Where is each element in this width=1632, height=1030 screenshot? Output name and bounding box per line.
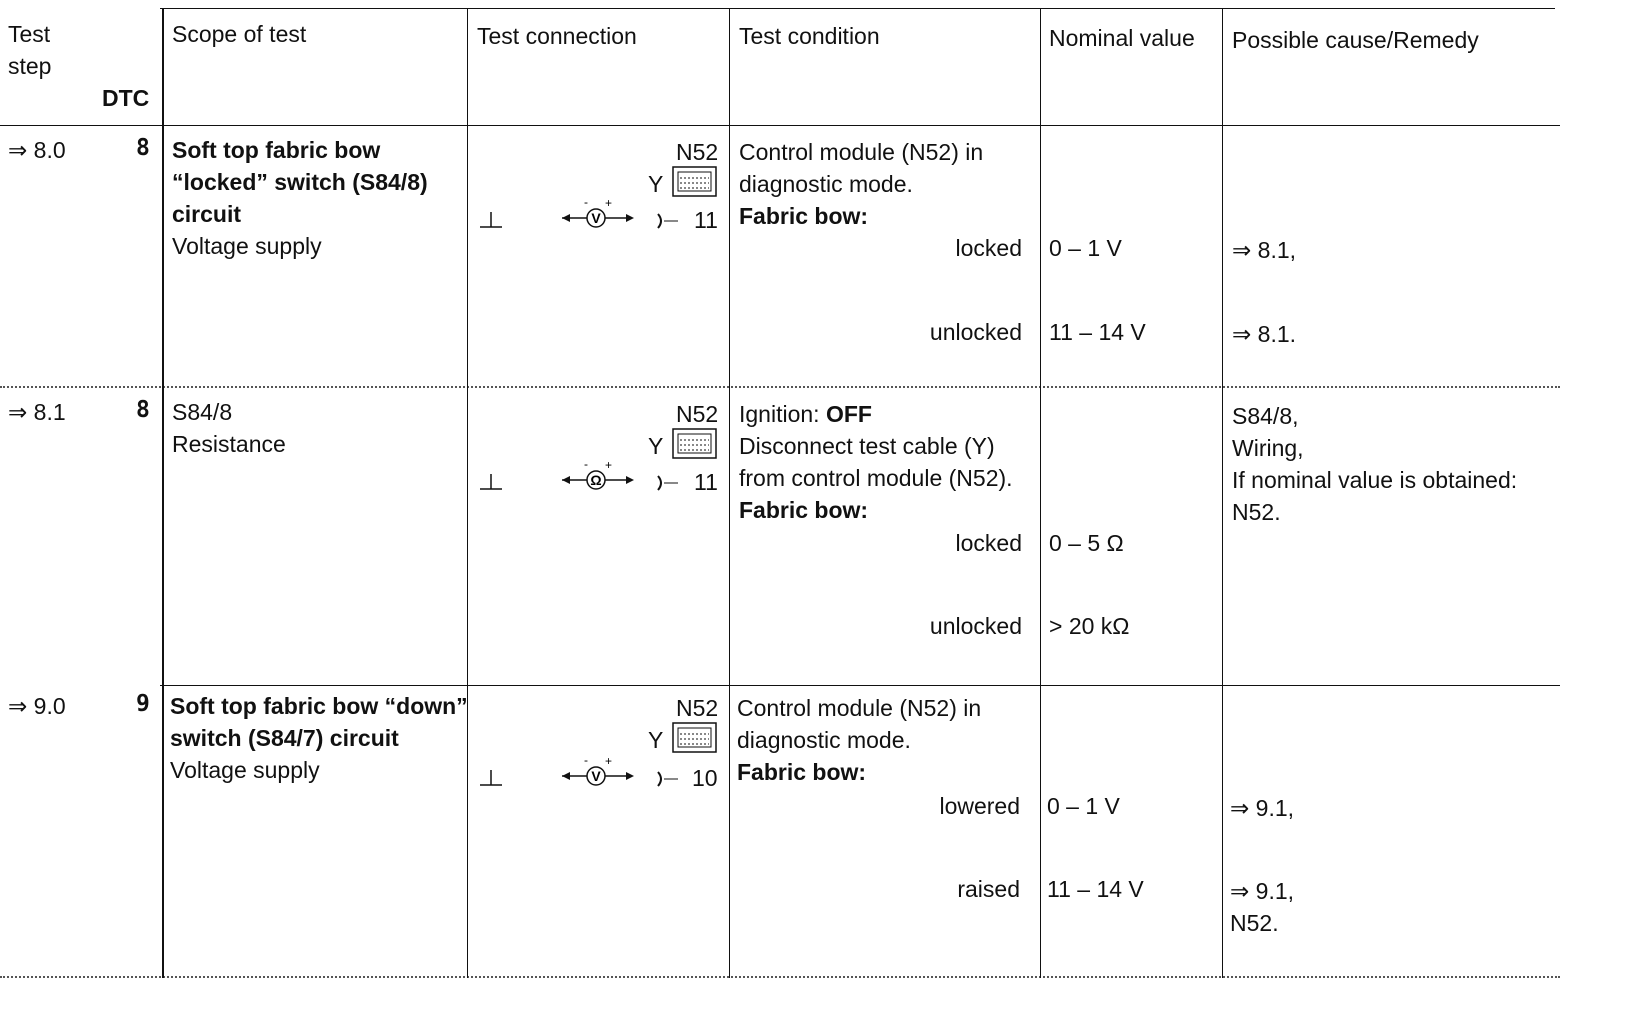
row2-state1-nominal: 0 – 5 Ω	[1049, 530, 1124, 556]
row3-cable-label: Y	[648, 727, 664, 753]
header-dtc: DTC	[102, 85, 150, 111]
row1-dtc: 8	[136, 135, 150, 161]
row3-socket-pin-icon	[654, 768, 682, 790]
row3-condition-line1: Control module (N52) in	[737, 695, 982, 721]
header-test-step-line2: step	[8, 53, 52, 79]
row2-scope-line1: S84/8	[172, 399, 233, 425]
row2-step: ⇒ 8.1	[8, 399, 66, 425]
row2-module-label: N52	[676, 401, 719, 427]
col-divider-3	[729, 8, 730, 978]
row2-condition-prefix-bold: OFF	[825, 401, 872, 427]
row2-scope-line2: Resistance	[172, 431, 286, 457]
row3-state2-nominal: 11 – 14 V	[1047, 876, 1144, 902]
row2-state2-nominal: > 20 kΩ	[1049, 613, 1130, 639]
svg-text:-: -	[584, 460, 588, 471]
row1-socket-pin-icon	[654, 210, 682, 232]
row1-condition-line1: Control module (N52) in	[739, 139, 984, 165]
row2-pin-number: 11	[694, 469, 718, 495]
row2-condition-prefix: Ignition:	[739, 401, 826, 427]
row2-condition-line3: from control module (N52).	[739, 465, 1013, 491]
row1-module-label: N52	[676, 139, 719, 165]
row2-condition-line1	[739, 398, 872, 430]
header-condition: Test condition	[739, 23, 880, 49]
row2-remedy-line4: N52.	[1232, 499, 1281, 525]
row1-pin-number: 11	[694, 207, 718, 233]
row3-condition-line2: diagnostic mode.	[737, 727, 911, 753]
row3-meter-icon	[560, 756, 636, 796]
row1-scope-line3: circuit	[172, 201, 242, 227]
row3-connector-block-icon	[672, 722, 718, 754]
header-bottom-rule	[0, 125, 1560, 126]
row1-state2-nominal: 11 – 14 V	[1049, 319, 1146, 345]
header-scope: Scope of test	[172, 21, 307, 47]
svg-text:+: +	[605, 198, 613, 210]
row1-scope-line1: Soft top fabric bow	[172, 137, 381, 163]
col-divider-2	[467, 8, 468, 978]
col-divider-4	[1040, 8, 1041, 978]
svg-text:V: V	[591, 210, 601, 226]
row2-condition-bold: Fabric bow:	[739, 497, 869, 523]
row3-state2-remedy-line2: N52.	[1230, 910, 1279, 936]
row1-scope-line4: Voltage supply	[172, 233, 322, 259]
svg-text:+: +	[605, 460, 613, 472]
header-test-step-line1: Test	[8, 21, 51, 47]
row3-state1-nominal: 0 – 1 V	[1047, 793, 1120, 819]
row2-ground-symbol-icon	[478, 472, 504, 494]
row3-state2-label: raised	[957, 876, 1020, 902]
row2-socket-pin-icon	[654, 472, 682, 494]
row-divider-2	[160, 685, 1560, 686]
svg-text:Ω: Ω	[590, 472, 602, 488]
row2-remedy-line3: If nominal value is obtained:	[1232, 467, 1518, 493]
row2-remedy-line2: Wiring,	[1232, 435, 1304, 461]
row3-dtc: 9	[136, 691, 150, 717]
row-divider-1	[0, 386, 1560, 388]
row2-remedy-line1: S84/8,	[1232, 403, 1299, 429]
row3-condition-bold: Fabric bow:	[737, 759, 867, 785]
row3-scope-line1: Soft top fabric bow “down”	[170, 693, 468, 719]
row2-dtc: 8	[136, 397, 150, 423]
row2-state1-label: locked	[955, 530, 1022, 556]
row1-state1-nominal: 0 – 1 V	[1049, 235, 1122, 261]
header-cause: Possible cause/Remedy	[1232, 27, 1479, 53]
row2-meter-icon	[560, 460, 636, 500]
svg-text:-: -	[584, 756, 588, 767]
col-divider-1	[162, 8, 164, 978]
svg-text:-: -	[584, 198, 588, 209]
row3-step: ⇒ 9.0	[8, 693, 66, 719]
row1-condition-bold: Fabric bow:	[739, 203, 869, 229]
row1-state2-label: unlocked	[929, 319, 1022, 345]
row1-cable-label: Y	[648, 171, 664, 197]
row2-connector-block-icon	[672, 428, 718, 460]
svg-text:+: +	[605, 756, 613, 768]
row1-meter-icon	[560, 198, 636, 238]
row3-module-label: N52	[676, 695, 719, 721]
svg-text:V: V	[591, 768, 601, 784]
row2-state2-label: unlocked	[929, 613, 1022, 639]
header-nominal: Nominal value	[1049, 25, 1195, 51]
row3-state1-label: lowered	[939, 793, 1020, 819]
row3-pin-number: 10	[692, 765, 718, 791]
col-divider-5	[1222, 8, 1223, 978]
row1-state1-label: locked	[955, 235, 1022, 261]
row1-connector-block-icon	[672, 166, 718, 198]
row1-scope-line2: “locked” switch (S84/8)	[172, 169, 428, 195]
row1-step: ⇒ 8.0	[8, 137, 66, 163]
row1-condition-line2: diagnostic mode.	[739, 171, 913, 197]
row1-state1-remedy: ⇒ 8.1,	[1232, 237, 1297, 263]
row2-condition-line2: Disconnect test cable (Y)	[739, 433, 995, 459]
table-top-rule	[160, 8, 1555, 9]
row1-ground-symbol-icon	[478, 210, 504, 232]
row3-ground-symbol-icon	[478, 768, 504, 790]
row3-state2-remedy-line1: ⇒ 9.1,	[1230, 878, 1295, 904]
row1-state2-remedy: ⇒ 8.1.	[1232, 321, 1297, 347]
row3-scope-line2: switch (S84/7) circuit	[170, 725, 399, 751]
row3-scope-line3: Voltage supply	[170, 757, 320, 783]
table-bottom-rule	[0, 976, 1560, 978]
row3-state1-remedy: ⇒ 9.1,	[1230, 795, 1295, 821]
row2-cable-label: Y	[648, 433, 664, 459]
header-connection: Test connection	[477, 23, 637, 49]
